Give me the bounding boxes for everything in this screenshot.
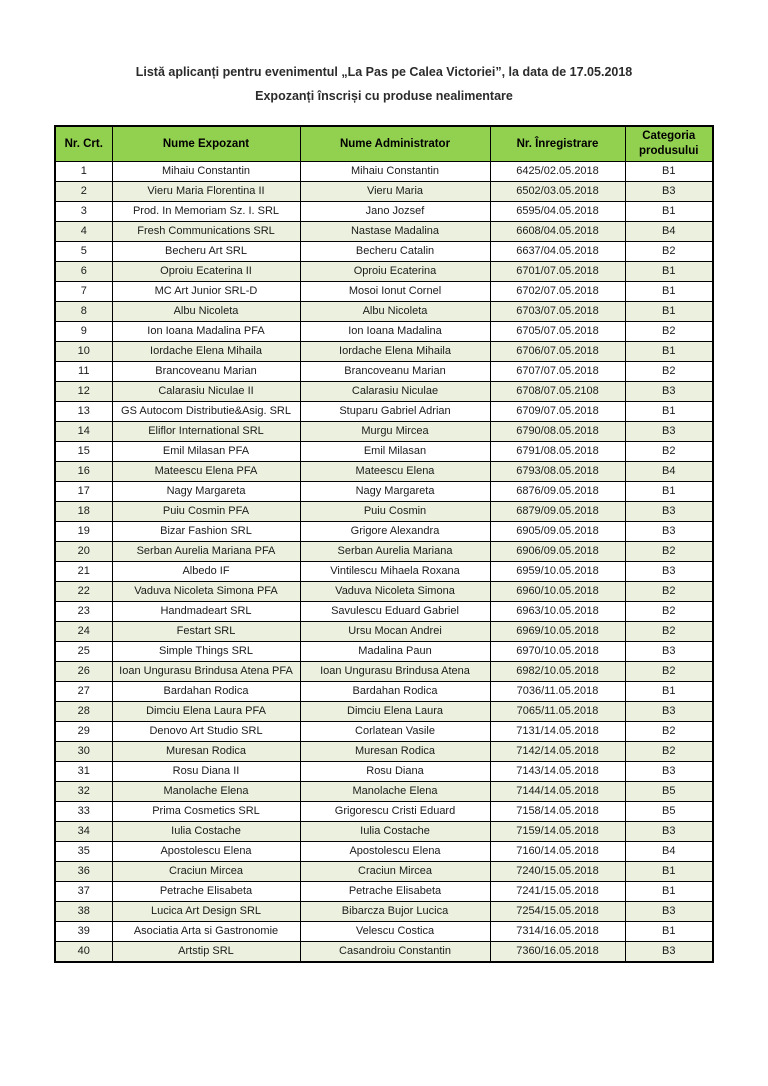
product-category: B2 (625, 742, 713, 762)
registration-number: 7240/15.05.2018 (490, 862, 625, 882)
administrator-name: Madalina Paun (300, 642, 490, 662)
registration-number: 6790/08.05.2018 (490, 422, 625, 442)
exhibitor-name: Oproiu Ecaterina II (112, 262, 300, 282)
table-row (55, 902, 713, 922)
exhibitor-name: Prod. In Memoriam Sz. I. SRL (112, 202, 300, 222)
table-row (55, 722, 713, 742)
product-category: B1 (625, 682, 713, 702)
registration-number: 7144/14.05.2018 (490, 782, 625, 802)
table-row (55, 322, 713, 342)
registration-number: 7158/14.05.2018 (490, 802, 625, 822)
product-category: B1 (625, 302, 713, 322)
table-header-row (55, 126, 713, 162)
row-number: 32 (55, 782, 112, 802)
exhibitor-name: Asociatia Arta si Gastronomie (112, 922, 300, 942)
row-number: 36 (55, 862, 112, 882)
row-number: 4 (55, 222, 112, 242)
product-category: B3 (625, 702, 713, 722)
row-number: 29 (55, 722, 112, 742)
row-number: 34 (55, 822, 112, 842)
row-number: 20 (55, 542, 112, 562)
product-category: B2 (625, 442, 713, 462)
registration-number: 7143/14.05.2018 (490, 762, 625, 782)
table-row (55, 262, 713, 282)
table-row (55, 862, 713, 882)
exhibitor-name: Iulia Costache (112, 822, 300, 842)
registration-number: 6879/09.05.2018 (490, 502, 625, 522)
exhibitor-name: Dimciu Elena Laura PFA (112, 702, 300, 722)
administrator-name: Velescu Costica (300, 922, 490, 942)
row-number: 24 (55, 622, 112, 642)
administrator-name: Jano Jozsef (300, 202, 490, 222)
row-number: 25 (55, 642, 112, 662)
exhibitor-name: Lucica Art Design SRL (112, 902, 300, 922)
document-header (0, 0, 768, 104)
table-row (55, 802, 713, 822)
table-row (55, 822, 713, 842)
administrator-name: Stuparu Gabriel Adrian (300, 402, 490, 422)
administrator-name: Nastase Madalina (300, 222, 490, 242)
table-row (55, 362, 713, 382)
exhibitor-name: Fresh Communications SRL (112, 222, 300, 242)
table-row (55, 282, 713, 302)
registration-number: 6608/04.05.2018 (490, 222, 625, 242)
exhibitor-name: Calarasiu Niculae II (112, 382, 300, 402)
administrator-name: Ioan Ungurasu Brindusa Atena (300, 662, 490, 682)
registration-number: 6793/08.05.2018 (490, 462, 625, 482)
table-row (55, 502, 713, 522)
table-row (55, 942, 713, 962)
exhibitor-name: Iordache Elena Mihaila (112, 342, 300, 362)
registration-number: 6905/09.05.2018 (490, 522, 625, 542)
registration-number: 6425/02.05.2018 (490, 162, 625, 182)
administrator-name: Murgu Mircea (300, 422, 490, 442)
exhibitor-name: Vieru Maria Florentina II (112, 182, 300, 202)
row-number: 14 (55, 422, 112, 442)
exhibitor-name: Becheru Art SRL (112, 242, 300, 262)
row-number: 22 (55, 582, 112, 602)
product-category: B2 (625, 602, 713, 622)
registration-number: 6502/03.05.2018 (490, 182, 625, 202)
table-row (55, 402, 713, 422)
registration-number: 6706/07.05.2018 (490, 342, 625, 362)
registration-number: 6702/07.05.2018 (490, 282, 625, 302)
registration-number: 6963/10.05.2018 (490, 602, 625, 622)
exhibitor-name: Albu Nicoleta (112, 302, 300, 322)
table-row (55, 682, 713, 702)
table-row (55, 762, 713, 782)
exhibitor-name: GS Autocom Distributie&Asig. SRL (112, 402, 300, 422)
registration-number: 6959/10.05.2018 (490, 562, 625, 582)
exhibitor-name: MC Art Junior SRL-D (112, 282, 300, 302)
table-row (55, 922, 713, 942)
row-number: 26 (55, 662, 112, 682)
row-number: 18 (55, 502, 112, 522)
product-category: B5 (625, 802, 713, 822)
administrator-name: Craciun Mircea (300, 862, 490, 882)
row-number: 23 (55, 602, 112, 622)
registration-number: 6637/04.05.2018 (490, 242, 625, 262)
exhibitor-name: Apostolescu Elena (112, 842, 300, 862)
header-categoria-produsului: Categoria produsului (625, 126, 713, 162)
exhibitor-name: Denovo Art Studio SRL (112, 722, 300, 742)
table-row (55, 302, 713, 322)
header-nr-crt: Nr. Crt. (55, 126, 112, 162)
applicants-table (54, 125, 714, 963)
registration-number: 6701/07.05.2018 (490, 262, 625, 282)
administrator-name: Corlatean Vasile (300, 722, 490, 742)
row-number: 3 (55, 202, 112, 222)
administrator-name: Calarasiu Niculae (300, 382, 490, 402)
product-category: B1 (625, 862, 713, 882)
administrator-name: Vieru Maria (300, 182, 490, 202)
administrator-name: Apostolescu Elena (300, 842, 490, 862)
administrator-name: Iordache Elena Mihaila (300, 342, 490, 362)
table-row (55, 702, 713, 722)
row-number: 19 (55, 522, 112, 542)
row-number: 2 (55, 182, 112, 202)
exhibitor-name: Handmadeart SRL (112, 602, 300, 622)
administrator-name: Muresan Rodica (300, 742, 490, 762)
exhibitor-name: Serban Aurelia Mariana PFA (112, 542, 300, 562)
registration-number: 7159/14.05.2018 (490, 822, 625, 842)
product-category: B1 (625, 202, 713, 222)
exhibitor-name: Muresan Rodica (112, 742, 300, 762)
exhibitor-name: Puiu Cosmin PFA (112, 502, 300, 522)
product-category: B2 (625, 582, 713, 602)
administrator-name: Manolache Elena (300, 782, 490, 802)
product-category: B4 (625, 222, 713, 242)
registration-number: 7254/15.05.2018 (490, 902, 625, 922)
administrator-name: Serban Aurelia Mariana (300, 542, 490, 562)
administrator-name: Mihaiu Constantin (300, 162, 490, 182)
row-number: 37 (55, 882, 112, 902)
registration-number: 7142/14.05.2018 (490, 742, 625, 762)
registration-number: 6707/07.05.2018 (490, 362, 625, 382)
registration-number: 6970/10.05.2018 (490, 642, 625, 662)
page-subtitle: Expozanți înscriși cu produse nealimentare (255, 88, 513, 103)
product-category: B3 (625, 902, 713, 922)
administrator-name: Emil Milasan (300, 442, 490, 462)
product-category: B3 (625, 502, 713, 522)
product-category: B2 (625, 242, 713, 262)
exhibitor-name: Artstip SRL (112, 942, 300, 962)
registration-number: 6705/07.05.2018 (490, 322, 625, 342)
exhibitor-name: Ioan Ungurasu Brindusa Atena PFA (112, 662, 300, 682)
table-row (55, 642, 713, 662)
registration-number: 7036/11.05.2018 (490, 682, 625, 702)
product-category: B2 (625, 662, 713, 682)
row-number: 12 (55, 382, 112, 402)
exhibitor-name: Mateescu Elena PFA (112, 462, 300, 482)
exhibitor-name: Vaduva Nicoleta Simona PFA (112, 582, 300, 602)
registration-number: 7241/15.05.2018 (490, 882, 625, 902)
table-row (55, 522, 713, 542)
administrator-name: Vaduva Nicoleta Simona (300, 582, 490, 602)
exhibitor-name: Brancoveanu Marian (112, 362, 300, 382)
row-number: 31 (55, 762, 112, 782)
row-number: 21 (55, 562, 112, 582)
table-row (55, 442, 713, 462)
administrator-name: Casandroiu Constantin (300, 942, 490, 962)
exhibitor-name: Bizar Fashion SRL (112, 522, 300, 542)
row-number: 10 (55, 342, 112, 362)
header-nume-administrator: Nume Administrator (300, 126, 490, 162)
product-category: B3 (625, 382, 713, 402)
product-category: B3 (625, 942, 713, 962)
product-category: B2 (625, 322, 713, 342)
table-row (55, 462, 713, 482)
table-body (55, 162, 713, 962)
registration-number: 7065/11.05.2018 (490, 702, 625, 722)
header-nume-expozant: Nume Expozant (112, 126, 300, 162)
exhibitor-name: Bardahan Rodica (112, 682, 300, 702)
product-category: B1 (625, 162, 713, 182)
product-category: B1 (625, 282, 713, 302)
row-number: 30 (55, 742, 112, 762)
product-category: B3 (625, 422, 713, 442)
administrator-name: Bardahan Rodica (300, 682, 490, 702)
registration-number: 7160/14.05.2018 (490, 842, 625, 862)
administrator-name: Mateescu Elena (300, 462, 490, 482)
table-row (55, 222, 713, 242)
row-number: 8 (55, 302, 112, 322)
administrator-name: Oproiu Ecaterina (300, 262, 490, 282)
product-category: B1 (625, 482, 713, 502)
administrator-name: Mosoi Ionut Cornel (300, 282, 490, 302)
administrator-name: Ion Ioana Madalina (300, 322, 490, 342)
administrator-name: Nagy Margareta (300, 482, 490, 502)
row-number: 16 (55, 462, 112, 482)
administrator-name: Becheru Catalin (300, 242, 490, 262)
table-row (55, 162, 713, 182)
row-number: 27 (55, 682, 112, 702)
row-number: 13 (55, 402, 112, 422)
administrator-name: Savulescu Eduard Gabriel (300, 602, 490, 622)
exhibitor-name: Emil Milasan PFA (112, 442, 300, 462)
registration-number: 6982/10.05.2018 (490, 662, 625, 682)
row-number: 38 (55, 902, 112, 922)
row-number: 39 (55, 922, 112, 942)
registration-number: 6708/07.05.2108 (490, 382, 625, 402)
exhibitor-name: Mihaiu Constantin (112, 162, 300, 182)
table-row (55, 182, 713, 202)
row-number: 5 (55, 242, 112, 262)
row-number: 9 (55, 322, 112, 342)
product-category: B3 (625, 642, 713, 662)
administrator-name: Grigorescu Cristi Eduard (300, 802, 490, 822)
table-row (55, 582, 713, 602)
product-category: B1 (625, 882, 713, 902)
row-number: 6 (55, 262, 112, 282)
table-row (55, 562, 713, 582)
exhibitor-name: Festart SRL (112, 622, 300, 642)
exhibitor-name: Craciun Mircea (112, 862, 300, 882)
table-row (55, 782, 713, 802)
product-category: B1 (625, 922, 713, 942)
administrator-name: Puiu Cosmin (300, 502, 490, 522)
administrator-name: Grigore Alexandra (300, 522, 490, 542)
exhibitor-name: Albedo IF (112, 562, 300, 582)
row-number: 35 (55, 842, 112, 862)
exhibitor-name: Petrache Elisabeta (112, 882, 300, 902)
registration-number: 6703/07.05.2018 (490, 302, 625, 322)
exhibitor-name: Rosu Diana II (112, 762, 300, 782)
table-row (55, 542, 713, 562)
registration-number: 7131/14.05.2018 (490, 722, 625, 742)
registration-number: 6969/10.05.2018 (490, 622, 625, 642)
product-category: B3 (625, 562, 713, 582)
row-number: 28 (55, 702, 112, 722)
table-row (55, 242, 713, 262)
exhibitor-name: Ion Ioana Madalina PFA (112, 322, 300, 342)
registration-number: 6595/04.05.2018 (490, 202, 625, 222)
product-category: B2 (625, 622, 713, 642)
administrator-name: Bibarcza Bujor Lucica (300, 902, 490, 922)
exhibitor-name: Manolache Elena (112, 782, 300, 802)
exhibitor-name: Prima Cosmetics SRL (112, 802, 300, 822)
row-number: 33 (55, 802, 112, 822)
table-row (55, 742, 713, 762)
table-row (55, 662, 713, 682)
registration-number: 6876/09.05.2018 (490, 482, 625, 502)
product-category: B4 (625, 842, 713, 862)
product-category: B1 (625, 342, 713, 362)
product-category: B3 (625, 522, 713, 542)
row-number: 15 (55, 442, 112, 462)
product-category: B3 (625, 762, 713, 782)
administrator-name: Albu Nicoleta (300, 302, 490, 322)
product-category: B2 (625, 722, 713, 742)
exhibitor-name: Nagy Margareta (112, 482, 300, 502)
administrator-name: Rosu Diana (300, 762, 490, 782)
registration-number: 7360/16.05.2018 (490, 942, 625, 962)
product-category: B2 (625, 362, 713, 382)
registration-number: 6791/08.05.2018 (490, 442, 625, 462)
registration-number: 6906/09.05.2018 (490, 542, 625, 562)
administrator-name: Ursu Mocan Andrei (300, 622, 490, 642)
table-row (55, 882, 713, 902)
registration-number: 6960/10.05.2018 (490, 582, 625, 602)
administrator-name: Dimciu Elena Laura (300, 702, 490, 722)
table-row (55, 622, 713, 642)
product-category: B5 (625, 782, 713, 802)
administrator-name: Iulia Costache (300, 822, 490, 842)
exhibitor-name: Eliflor International SRL (112, 422, 300, 442)
administrator-name: Petrache Elisabeta (300, 882, 490, 902)
product-category: B1 (625, 402, 713, 422)
registration-number: 7314/16.05.2018 (490, 922, 625, 942)
registration-number: 6709/07.05.2018 (490, 402, 625, 422)
exhibitor-name: Simple Things SRL (112, 642, 300, 662)
row-number: 40 (55, 942, 112, 962)
table-row (55, 602, 713, 622)
product-category: B3 (625, 822, 713, 842)
table-row (55, 202, 713, 222)
table-row (55, 482, 713, 502)
administrator-name: Vintilescu Mihaela Roxana (300, 562, 490, 582)
product-category: B3 (625, 182, 713, 202)
table-row (55, 842, 713, 862)
page-title: Listă aplicanți pentru evenimentul „La Pas pe Calea Victoriei”, la data de 17.05.2018 (135, 65, 633, 79)
row-number: 1 (55, 162, 112, 182)
header-nr-inregistrare: Nr. Înregistrare (490, 126, 625, 162)
row-number: 7 (55, 282, 112, 302)
product-category: B2 (625, 542, 713, 562)
row-number: 17 (55, 482, 112, 502)
row-number: 11 (55, 362, 112, 382)
table-row (55, 342, 713, 362)
table-row (55, 382, 713, 402)
product-category: B4 (625, 462, 713, 482)
product-category: B1 (625, 262, 713, 282)
table-row (55, 422, 713, 442)
administrator-name: Brancoveanu Marian (300, 362, 490, 382)
